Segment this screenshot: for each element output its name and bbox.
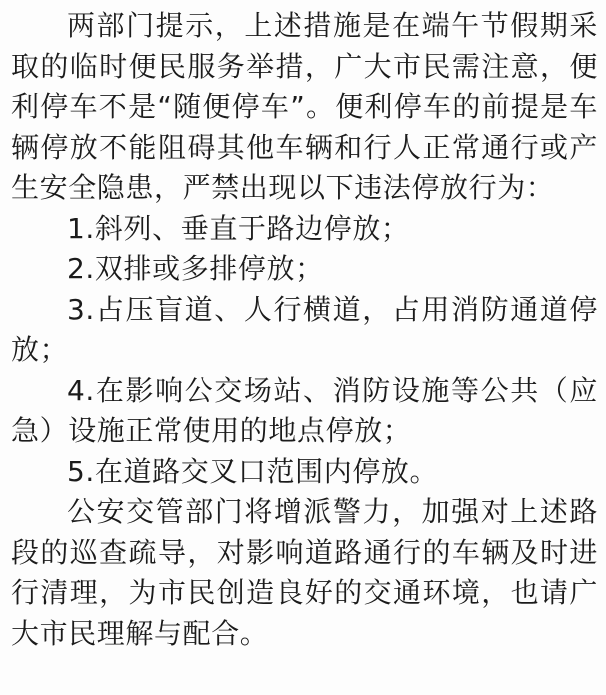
- violation-list: [11, 209, 598, 493]
- list-item: 3.占压盲道、人行横道，占用消防通道停放；: [11, 292, 598, 366]
- list-item: 1.斜列、垂直于路边停放；: [67, 211, 410, 245]
- list-item: 2.双排或多排停放；: [67, 252, 324, 285]
- list-item: 5.在道路交叉口范围内停放。: [67, 454, 439, 488]
- list-item: 4.在影响公交场站、消防设施等公共（应急）设施正常使用的地点停放；: [11, 373, 598, 447]
- closing-paragraph: 公安交管部门将增派警力，加强对上述路段的巡查疏导，对影响道路通行的车辆及时进行清理，为市民创造良好的交通环境，也请广大市民理解与配合。: [11, 495, 598, 650]
- intro-paragraph: 两部门提示，上述措施是在端午节假期采取的临时便民服务举措，广大市民需注意，便利停车不是“随便停车”。便利停车的前提是车辆停放不能阻碍其他车辆和行人正常通行或产生安全隐患，严禁出现以下违法停放行为：: [11, 9, 598, 204]
